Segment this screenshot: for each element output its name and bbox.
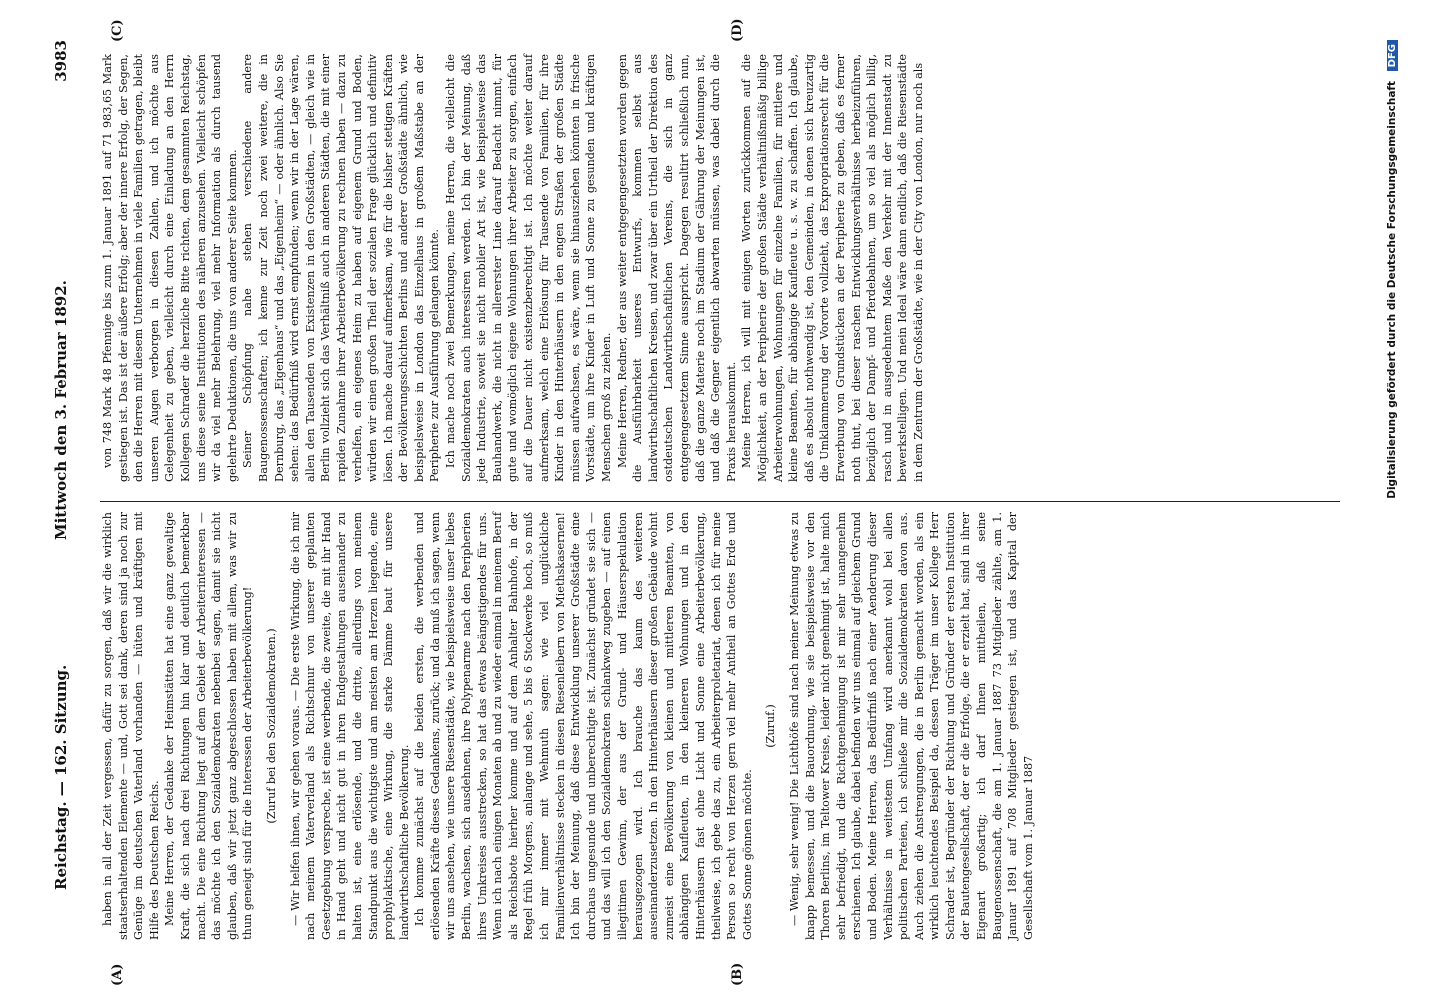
margin-label-a: (A) xyxy=(110,963,125,986)
margin-label-d: (D) xyxy=(730,18,745,42)
paragraph: — Wenig, sehr wenig! Die Lichthöfe sind nach meiner Meinung etwas zu knapp bemessen, und die Bauordnung, wie sie beispielsweise vor den Thoren Berlins, im Teltower Kreise, leider nicht genehmigt ist, halte mich sehr befriedigt, und die Richtgenehmigung ist mir sehr unangenehm erschienen. Ich glaube, dabei befinden wir uns einmal auf gleichem Grund und Boden. Meine Herren, das Bedürfniß nach einer Aenderung dieser Verhältnisse in weitestem Umfang wird anerkannt wohl bei allen politischen Parteien, ich schließe mir die Sozialdemokraten davon aus. Auch ziehen die Anstrengungen, die in Berlin gemacht worden, als ein wirklich leuchtendes Beispiel da, dessen Träger im unser Kollege Herr Schrader ist, Begründer der Richtung und Gründer der ersten Institution der Bautengesellschaft, der er die Erfolge, die er erzielt hat, sind in ihrer Eigenart großartig; ich darf Ihnen mittheilen, daß seine Baugenossenschaft, die am 1. Januar 1887 73 Mitglieder zählte, am 1. Januar 1891 auf 708 Mitglieder gestiegen ist, und das Kapital der Gesellschaft vom 1. Januar 1887 xyxy=(787,512,1035,940)
header-date: Mittwoch den 3. Februar 1892. xyxy=(52,280,70,540)
paragraph: Meine Herren, Redner, der aus weiter entgegengesetzten worden gegen die Ausführbarkeit unseres Entwurfs, kommen selbst aus landwirthschaftlichen Kreisen, und zwar über ein Urtheil der Direktion des ostdeutschen Landwirthschaftlichen Vereins, die sich in ganz entgegengesetztem Sinne ausspricht. Dagegen resultirt schließlich nun, daß die ganze Materie noch im Stadium der Gährung der Meinungen ist, und daß die Gegner eigentlich abwarten müssen, was dabei durch die Praxis herauskommt. xyxy=(615,54,738,482)
paragraph: Seiner Schöpfung nahe stehen verschiedene andere Baugenossenschaften; ich kenne zur Zeit noch zwei weitere, die in Dernburg, das „Eigenhaus“ und das „Eigenheim“ — oder ähnlich. Also Sie sehen: das Bedürfniß wird ernst empfunden; wenn wir in der Lage wären, allen den Tausenden von Existenzen in den Großstädten, — gleich wie in Berlin vollzieht sich das Verhältniß auch in anderen Städten, die mit einer rapiden Zunahme ihrer Arbeiterbevölkerung zu rechnen haben — dazu zu verhelfen, ein eigenes Heim zu haben auf eigenem Grund und Boden, würden wir einen großen Theil der sozialen Frage glücklich und definitiv lösen. Ich mache darauf aufmerksam, wie für die bisher stetigen Kräften der Bevölkerungsschichten Berlins und anderer Großstädte ähnlich, wie beispielsweise in London das Einzelhaus in großem Maßstabe an der Peripherie zur Ausführung gelangen könnte. xyxy=(241,54,442,482)
credit-text: Digitalisierung gefördert durch die Deutsche Forschungsgemeinschaft xyxy=(1386,81,1398,499)
paragraph: Meine Herren, der Gedanke der Heimstätten hat eine ganz gewaltige Kraft, die sich nach drei Richtungen hin klar und deutlich bemerkbar macht. Die eine Richtung liegt auf dem Gebiet der Arbeiterinteressen — das möchte ich den Sozialdemokraten nebenbei sagen, damit sie nicht glauben, daß wir jetzt ganz abgeschlossen haben mit allem, was wir zu thun geneigt sind für die Interessen der Arbeiterbevölkerung! xyxy=(163,512,255,940)
paragraph: haben in all der Zeit vergessen, dafür zu sorgen, daß wir die wirklich staatserhaltenden Elemente — und, Gott sei dank, deren sind ja noch zur Genüge im deutschen Vaterland vorhanden — hüten und kräftigen mit Hilfe des Deutschen Reichs. xyxy=(101,512,161,940)
paragraph: — Wir helfen ihnen, wir gehen voraus. — Die erste Wirkung, die ich mir nach meinem Vaterverland als Richtschnur von unserer geplanten Gesetzgebung verspreche, ist eine werbende, die zweite, die mit ihr Hand in Hand geht und nicht gut in ihren Endgestaltungen auseinander zu halten ist, eine erlösende, und die dritte, allerdings von meinem Standpunkt aus die wichtigste und am meisten am Herzen liegende, eine prophylaktische, eine Wirkung, die starke Dämme baut für unsere landwirthschaftliche Bevölkerung. xyxy=(288,512,411,940)
dfg-logo: DFG xyxy=(1387,40,1398,71)
paragraph: Ich mache noch zwei Bemerkungen, meine Herren, die vielleicht die Sozialdemokraten auch interessiren werden. Ich bin der Meinung, daß jede Industrie, soweit sie nicht mobiler Art ist, wie beispielsweise das Bauhandwerk, die nicht in allererster Linie darauf Bedacht nimmt, für gute und womöglich eigene Wohnungen ihrer Arbeiter zu sorgen, einfach auf die Dauer nicht existenzberechtigt ist. Ich möchte weiter darauf aufmerksam, welch eine Erlösung für Tausende von Familien, für ihre Kinder in den Hinterhäusern in den engen Straßen der großen Städte müssen aufwachsen, es wäre, wenn sie hinausziehen könnten in frische Vorstädte, um ihre Kinder in Luft und Sonne zu gesunden und kräftigen Menschen groß zu ziehen. xyxy=(444,54,613,482)
page-number: 3983 xyxy=(52,40,70,82)
left-column xyxy=(100,512,1036,940)
interjection: (Zuruf.) xyxy=(764,704,778,748)
digitization-credit xyxy=(1386,40,1398,960)
header-session: Reichstag. — 162. Sitzung. xyxy=(52,664,70,890)
margin-label-c: (C) xyxy=(110,19,125,42)
paragraph: Ich komme zunächst auf die beiden ersten, die werbenden und erlösenden Kräfte dieses Gedankens, zurück; und da muß ich sagen, wenn wir uns ansehen, wie unsere Riesenstädte, wie beispielsweise unser liebes Berlin, wachsen, sich ausdehnen, ihre Polypenarme nach den Peripherien ihres Umkreises ausstrecken, so hat das etwas beängstigendes für uns. Wenn ich nach einigen Monaten ab und zu wieder einmal in meinem Beruf als Reichsbote hierher komme und auf dem Anhalter Bahnhofe, in der Regel früh Morgens, anlange und sehe, 5 bis 6 Stockwerke hoch, so muß ich mir immer mit Wehmuth sagen: wie viel unglückliche Familienverhältnisse stecken in diesen Riesenleibern von Miethskasernen! Ich bin der Meinung, daß diese Entwicklung unserer Großstädte eine durchaus ungesunde und unberechtigte ist. Zunächst gründet sie sich — und das will ich den Sozialdemokraten schlankweg zugeben — auf einen illegitimen Gewinn, der aus der Grund- und Häuserspekulation herausgezogen wird. Ich brauche das kaum des weiteren auseinanderzusetzen. In den Hinterhäusern dieser großen Gebäude wohnt zumeist eine Bevölkerung von kleinen und mittleren Beamten, von abhängigen Kaufleuten, in den kleineren Wohnungen und in den Hinterhäusern fast ohne Licht und Sonne eine Arbeiterbevölkerung, theilweise, ich gebe das zu, ein Arbeiterproletariat, denen ich für meine Person so recht von Herzen gern viel mehr Antheil an Gottes Erde und Gottes Sonne gönnen möchte. xyxy=(413,512,754,940)
page-header xyxy=(52,40,76,960)
interjection: (Zuruf bei den Sozialdemokraten.) xyxy=(264,628,278,824)
column-divider xyxy=(100,501,1340,502)
paragraph: Meine Herren, ich will mit einigen Worten zurückkommen auf die Möglichkeit, an der Peripherie der großen Städte verhältnißmäßig billige Arbeiterwohnungen, Wohnungen für einzelne Familien, für mittlere und kleine Beamten, für abhängige Kaufleute u. s. w. zu schaffen. Ich glaube, daß es absolut nothwendig ist, den Gemeinden, in denen sich kreuzartig die Umklammerung der Vororte vollzieht, das Expropriationsrecht für die Erwerbung von Grundstücken an der Peripherie zu geben, daß es ferner noth thut, bei dieser raschen Entwicklungsverhältnisse herbeizuführen, bezüglich der Dampf- und Pferdebahnen, um so viel als möglich billig, rasch und in ausgedehntem Maße den Verkehr mit der Innenstadt zu bewerkstelligen. Und mein Ideal wäre dann endlich, daß die Riesenstädte in dem Zentrum der Großstädte, wie in der City von London, nur noch als xyxy=(740,54,925,482)
right-column xyxy=(100,54,926,482)
paragraph: von 748 Mark 48 Pfennige bis zum 1. Januar 1891 auf 71 983,65 Mark gestiegen ist. Das ist der äußere Erfolg; aber der innere Erfolg, der Segen, den die Herren mit diesem Unternehmen in viele Familien getragen, bleibt unseren Augen verborgen in diesen Zahlen, und ich möchte aus Gelegenheit zu geben, vielleicht durch eine Einladung an den Herrn Kollegen Schrader die herzliche Bitte richten, dem gesammten Reichstag, uns diese seine Institutionen des näheren anzusehen. Vielleicht schöpfen wir da viel mehr Belehrung, viel mehr Information als durch tausend gelehrte Deduktionen, die uns von anderer Seite kommen. xyxy=(101,54,239,482)
margin-label-b: (B) xyxy=(730,962,745,986)
